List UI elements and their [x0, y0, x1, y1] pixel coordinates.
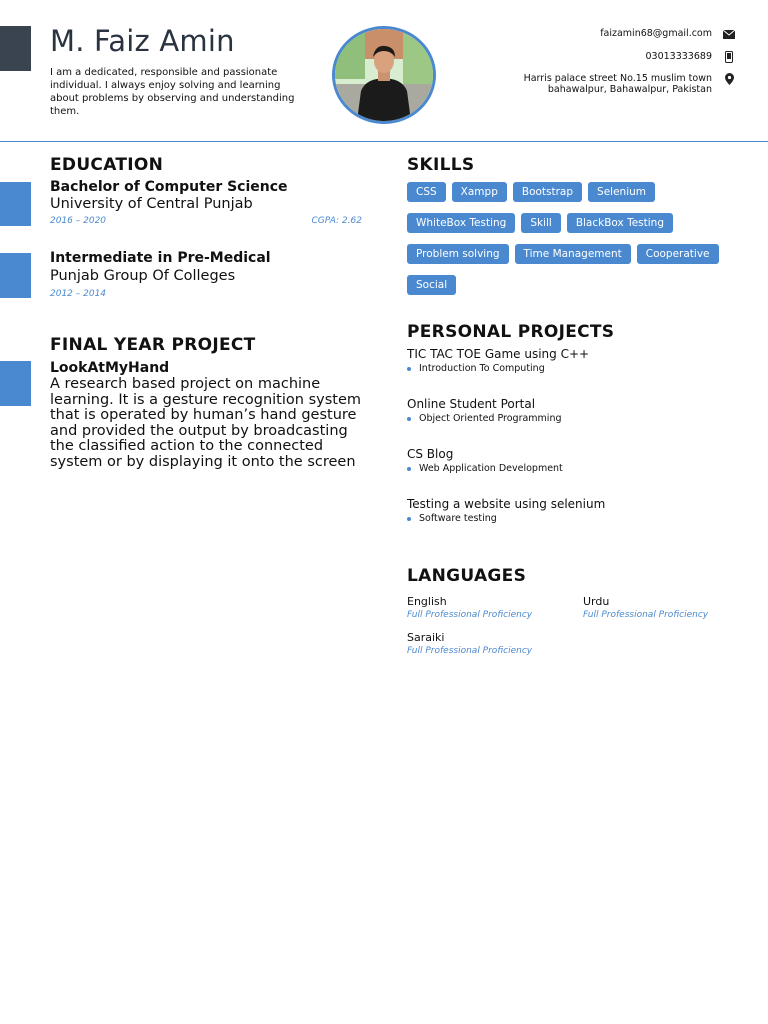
personal-project-3: [407, 447, 563, 474]
location-pin-icon: [722, 73, 736, 85]
personal-project-course-text: Introduction To Computing: [419, 363, 545, 374]
skill-tag-time-management: Time Management: [515, 244, 631, 264]
skill-tag-problem-solving: Problem solving: [407, 244, 509, 264]
skill-tag-bootstrap: Bootstrap: [513, 182, 582, 202]
personal-project-course: [407, 463, 563, 474]
personal-project-course-text: Software testing: [419, 513, 497, 524]
skill-tag-selenium: Selenium: [588, 182, 655, 202]
skills-title: SKILLS: [407, 155, 475, 175]
email-text[interactable]: faizamin68@gmail.com: [600, 28, 712, 39]
personal-project-2: [407, 397, 562, 424]
bullet-icon: [407, 467, 411, 471]
education-title: EDUCATION: [50, 155, 164, 175]
education-meta-2: [50, 289, 362, 299]
education-grade-1: CGPA: 2.62: [311, 216, 362, 226]
personal-project-course: [407, 513, 605, 524]
language-name: Urdu: [583, 595, 610, 608]
personal-project-course-text: Web Application Development: [419, 463, 563, 474]
languages-title: LANGUAGES: [407, 566, 527, 586]
skill-row-2: [407, 213, 737, 233]
project-accent-bar: [0, 361, 31, 406]
skills-list: [407, 182, 737, 306]
bullet-icon: [407, 367, 411, 371]
skill-row-3: [407, 244, 737, 264]
personal-project-name: CS Blog: [407, 447, 454, 461]
skill-row-4: [407, 275, 737, 295]
personal-project-course: [407, 363, 589, 374]
skill-tag-blackbox-testing: BlackBox Testing: [567, 213, 673, 233]
mobile-phone-icon: [722, 51, 736, 63]
personal-projects-title: PERSONAL PROJECTS: [407, 322, 615, 342]
education-accent-bar-2: [0, 253, 31, 298]
personal-project-4: [407, 497, 605, 524]
skill-row-1: [407, 182, 737, 202]
skill-tag-whitebox-testing: WhiteBox Testing: [407, 213, 515, 233]
bullet-icon: [407, 417, 411, 421]
skill-tag-skill: Skill: [521, 213, 561, 233]
education-dates-1: 2016 – 2020: [50, 216, 107, 226]
header-divider: [0, 141, 768, 142]
summary-text: I am a dedicated, responsible and passionate individual. I always enjoy solving and learning about problems by observing and understanding them.: [50, 67, 295, 117]
skill-tag-cooperative: Cooperative: [637, 244, 719, 264]
language-name: Saraiki: [407, 631, 445, 644]
final-project-description: A research based project on machine learning. It is a gesture recognition system that is operated by human’s hand gesture and provided the output by broadcasting the classified action to the connected system or by displaying it onto the screen: [50, 376, 361, 470]
language-level: Full Professional Proficiency: [407, 646, 533, 656]
final-project-title: FINAL YEAR PROJECT: [50, 335, 256, 355]
language-level: Full Professional Proficiency: [583, 610, 709, 620]
language-urdu: [583, 595, 708, 620]
language-name: English: [407, 595, 447, 608]
personal-project-name: Online Student Portal: [407, 397, 536, 411]
phone-text: 03013333689: [645, 51, 712, 62]
contact-phone: [646, 51, 737, 63]
language-saraiki: [407, 631, 532, 656]
personal-project-course-text: Object Oriented Programming: [419, 413, 562, 424]
education-dates-2: 2012 – 2014: [50, 289, 107, 299]
person-name: M. Faiz Amin: [50, 24, 235, 58]
personal-project-course: [407, 413, 562, 424]
education-accent-bar-1: [0, 182, 31, 226]
education-degree-1: Bachelor of Computer Science: [50, 179, 288, 195]
language-english: [407, 595, 532, 620]
header-accent-bar: [0, 26, 31, 71]
education-school-2: Punjab Group Of Colleges: [50, 268, 236, 284]
personal-project-name: TIC TAC TOE Game using C++: [407, 347, 590, 361]
education-school-1: University of Central Punjab: [50, 196, 253, 212]
skill-tag-xampp: Xampp: [452, 182, 507, 202]
education-meta-1: [50, 216, 362, 226]
envelope-icon: [722, 28, 736, 40]
language-level: Full Professional Proficiency: [407, 610, 533, 620]
address-line-1: Harris palace street No.15 muslim town: [523, 73, 712, 84]
personal-project-1: [407, 347, 589, 374]
final-project-name: LookAtMyHand: [50, 360, 170, 376]
person-photo-icon: [335, 29, 433, 121]
education-degree-2: Intermediate in Pre-Medical: [50, 250, 271, 266]
contact-address: [524, 73, 736, 95]
address-line-2: bahawalpur, Bahawalpur, Pakistan: [547, 84, 712, 95]
address-text: [524, 73, 712, 95]
skill-tag-social: Social: [407, 275, 456, 295]
personal-project-name: Testing a website using selenium: [407, 497, 606, 511]
contact-email: [600, 28, 736, 40]
skill-tag-css: CSS: [407, 182, 446, 202]
bullet-icon: [407, 517, 411, 521]
profile-photo: [332, 26, 436, 124]
